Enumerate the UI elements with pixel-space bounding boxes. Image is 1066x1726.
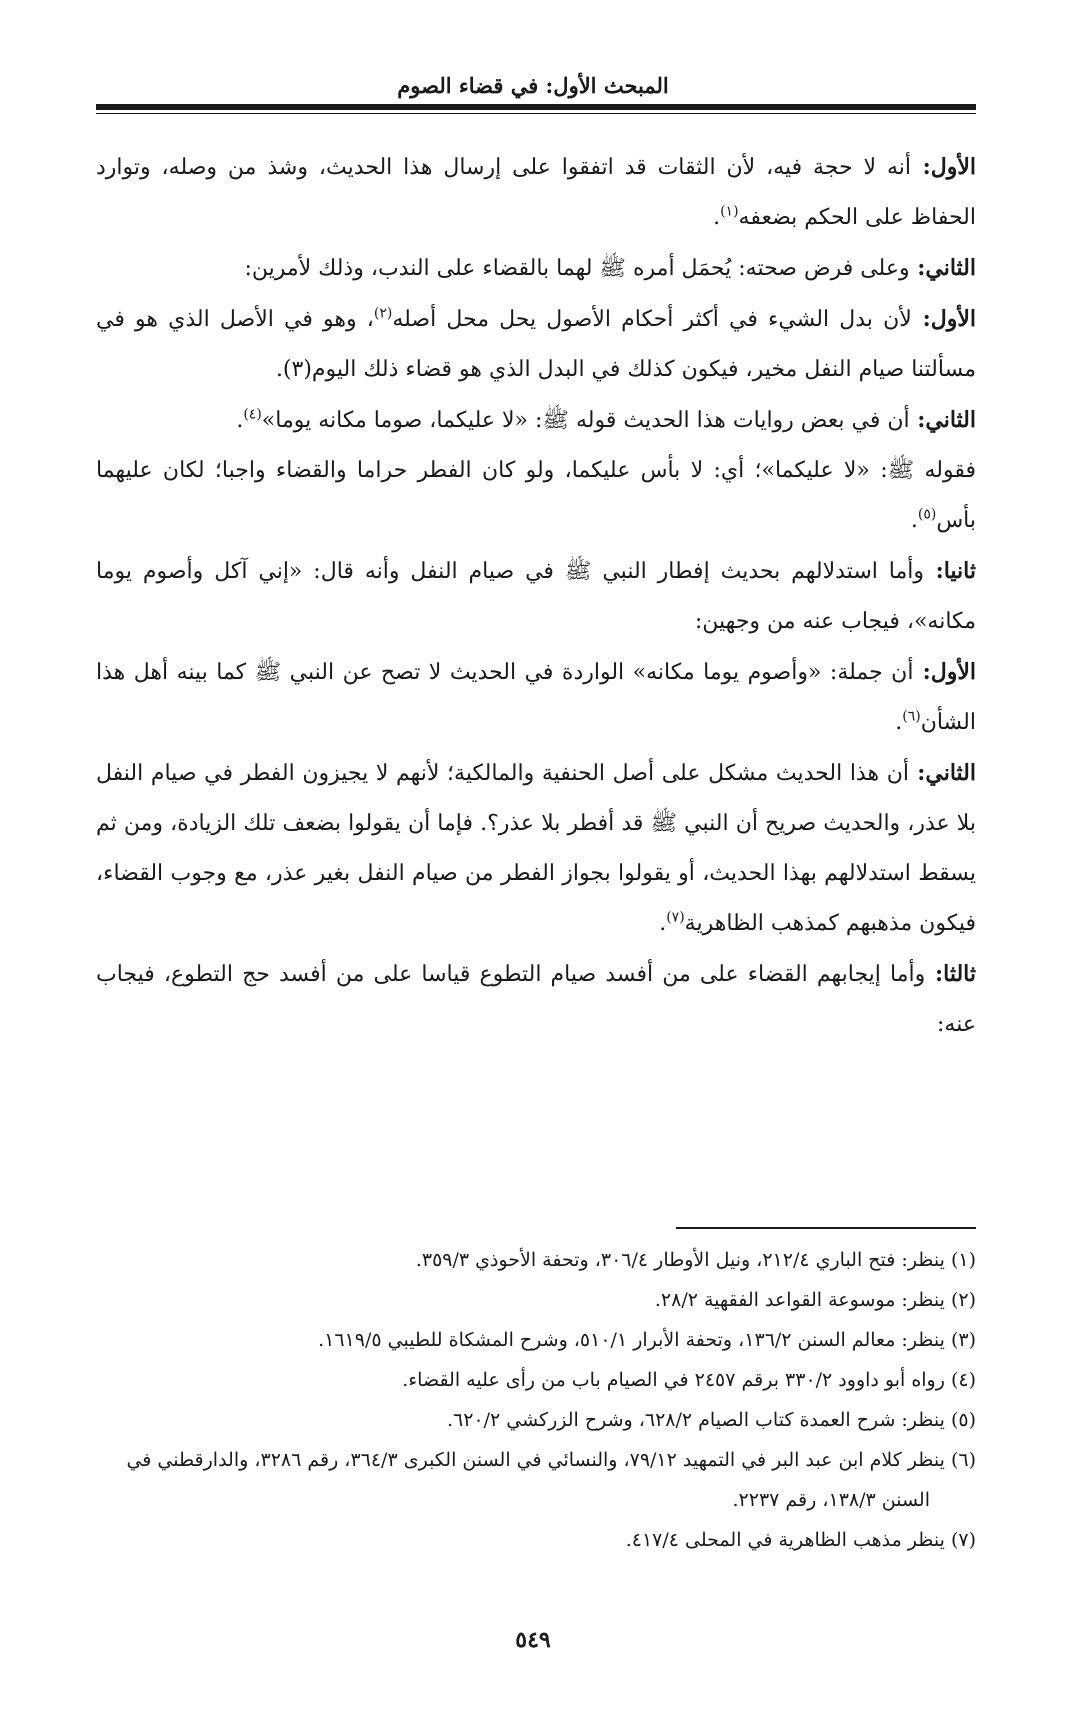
paragraph-end: ، وهو في الأصل الذي هو في مسألتنا صيام النفل مخير، فيكون كذلك في البدل الذي هو قضاء ذلك اليوم(٣). — [96, 307, 976, 382]
paragraph-lead: الثاني: — [908, 760, 976, 786]
footnote-item: (٥) ينظر: شرح العمدة كتاب الصيام ٦٢٨/٢، وشرح الزركشي ٦٢٠/٢. — [446, 1409, 976, 1431]
paragraph-lead: الثاني: — [909, 255, 976, 281]
paragraph-end: . — [236, 408, 244, 433]
body-text — [96, 142, 976, 1050]
paragraph-text: أنه لا حجة فيه، لأن الثقات قد اتفقوا على إرسال هذا الحديث، وشذ من وصله، وتوارد الحفاظ على الحكم بضعفه — [96, 155, 976, 230]
paragraph-text: أن جملة: «وأصوم يوما مكانه» الواردة في الحديث لا تصح عن النبي ﷺ كما بينه أهل هذا الشأن — [96, 660, 976, 735]
paragraph-lead: الثاني: — [909, 407, 976, 433]
paragraph-text: أن في بعض روايات هذا الحديث قوله ﷺ: «لا عليكما، صوما مكانه يوما» — [261, 408, 910, 433]
page-number: ٥٤٩ — [515, 1627, 551, 1653]
paragraph-end: . — [659, 911, 667, 936]
running-header: المبحث الأول: في قضاء الصوم — [397, 73, 669, 98]
paragraph-lead: الأول: — [913, 659, 976, 685]
footnote-marker: (٥) — [917, 506, 937, 523]
paragraph-7 — [96, 647, 976, 748]
header-rule-thick — [96, 104, 976, 110]
paragraph-lead: الأول: — [911, 154, 976, 180]
footnote-item: (١) ينظر: فتح الباري ٢١٢/٤، ونيل الأوطار ٣٠٦/٤، وتحفة الأحوذي ٣٥٩/٣. — [415, 1249, 976, 1271]
paragraph-lead: ثانيا: — [924, 558, 977, 584]
paragraph-9 — [96, 949, 976, 1050]
paragraph-4 — [96, 395, 976, 446]
footnote-item: (٣) ينظر: معالم السنن ١٣٦/٢، وتحفة الأبرار ٥١٠/١، وشرح المشكاة للطيبي ١٦١٩/٥. — [318, 1329, 976, 1351]
footnote-marker: (١) — [720, 203, 739, 220]
footnote-marker: (٤) — [243, 406, 262, 423]
paragraph-8 — [96, 748, 976, 949]
paragraph-text: وأما إيجابهم القضاء على من أفسد صيام التطوع قياسا على من أفسد حج التطوع، فيجاب عنه: — [96, 962, 976, 1037]
paragraph-end: . — [910, 508, 918, 533]
paragraph-text: وأما استدلالهم بحديث إفطار النبي ﷺ في صيام النفل وأنه قال: «إني آكل وأصوم يوما مكانه»، فيجاب عنه من وجهين: — [96, 559, 976, 634]
paragraph-3 — [96, 294, 976, 395]
paragraph-text: فقوله ﷺ: «لا عليكما»؛ أي: لا بأس عليكما، ولو كان الفطر حراما والقضاء واجبا؛ لكان عليهما بأس — [96, 458, 976, 533]
footnotes — [96, 1240, 976, 1560]
paragraph-text: لأن بدل الشيء في أكثر أحكام الأصول يحل محل أصله — [392, 307, 912, 332]
footnote-marker: (٦) — [902, 708, 921, 725]
footnote-marker: (٧) — [666, 909, 685, 926]
footnote-marker: (٢) — [373, 305, 393, 322]
footnote-item: (٦) ينظر كلام ابن عبد البر في التمهيد ٧٩/١٢، والنسائي في السنن الكبرى ٣٦٤/٣، رقم ٣٢٨٦، والدارقطني في السنن ١٣٨/٣، رقم ٢٢٣٧. — [126, 1449, 976, 1511]
header-rule-thin — [96, 113, 976, 114]
footnote-item: (٧) ينظر مذهب الظاهرية في المحلى ٤١٧/٤. — [625, 1529, 976, 1551]
paragraph-lead: ثالثا: — [925, 961, 976, 987]
paragraph-lead: الأول: — [911, 306, 976, 332]
paragraph-5 — [96, 446, 976, 546]
paragraph-end: . — [713, 205, 721, 230]
paragraph-end: . — [895, 710, 903, 735]
paragraph-2 — [96, 243, 976, 294]
paragraph-6 — [96, 546, 976, 647]
footnote-item: (٢) ينظر: موسوعة القواعد الفقهية ٢٨/٢. — [654, 1289, 976, 1311]
paragraph-1 — [96, 142, 976, 243]
footnote-item: (٤) رواه أبو داوود ٣٣٠/٢ برقم ٢٤٥٧ في الصيام باب من رأى عليه القضاء. — [402, 1369, 976, 1391]
paragraph-text: وعلى فرض صحته: يُحمَل أمره ﷺ لهما بالقضاء على الندب، وذلك لأمرين: — [244, 256, 910, 281]
footnote-separator — [676, 1227, 976, 1229]
paragraph-text: أن هذا الحديث مشكل على أصل الحنفية والمالكية؛ لأنهم لا يجيزون الفطر في صيام النفل بلا عذر، والحديث صريح أن النبي ﷺ قد أفطر بلا عذر؟. فإما أن يقولوا بضعف تلك الزيادة، ومن ثم يسقط استدلالهم بهذا الحديث، أو يقولوا بجواز الفطر من صيام النفل بغير عذر، مع وجوب القضاء، فيكون مذهبهم كمذهب الظاهرية — [96, 761, 976, 936]
